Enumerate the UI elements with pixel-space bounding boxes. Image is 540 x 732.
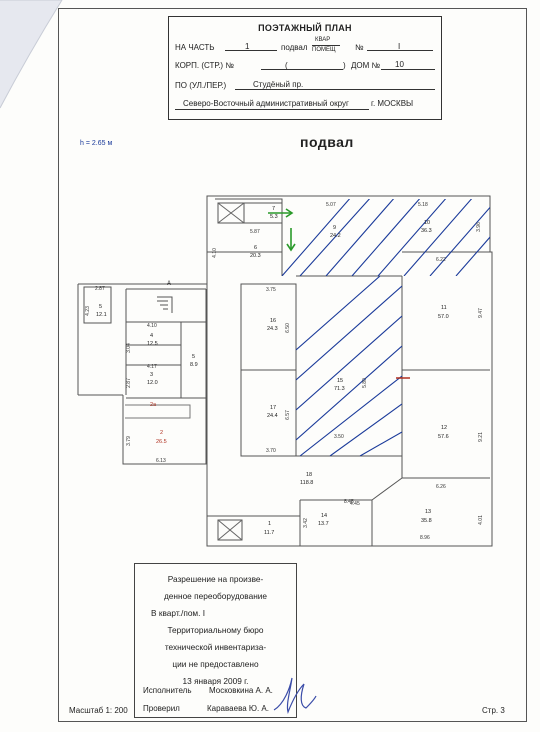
stamp-line: денное переоборудование <box>163 591 268 601</box>
room-area: 5.3 <box>270 214 278 220</box>
room-number: 14 <box>321 513 328 519</box>
room-number: 2 <box>160 430 164 436</box>
room-number: 6 <box>254 245 258 251</box>
stamp-line: технической инвентариза- <box>164 642 267 652</box>
dimension: 8.45 <box>344 499 354 505</box>
dimension: 4.23 <box>84 306 91 316</box>
korp-open: ( <box>285 61 288 70</box>
room-area: 12.1 <box>96 312 107 318</box>
room-area: 20.3 <box>250 253 261 259</box>
room-number: 4 <box>150 333 154 339</box>
dimension: 5.87 <box>250 229 260 235</box>
room-area: 13.7 <box>318 521 329 527</box>
room-area: 12.0 <box>147 380 158 386</box>
room-area: 11.7 <box>264 530 275 536</box>
room-number: 5 <box>192 354 196 360</box>
room-area: 8.9 <box>190 362 198 368</box>
dimension: 6.26 <box>436 484 446 490</box>
stamp-line: В кварт./пом. I <box>151 608 206 618</box>
room-number: 5 <box>99 304 103 310</box>
dimension: 4.45 <box>350 501 360 507</box>
room-number: 18 <box>306 472 313 478</box>
num-sign: № <box>355 43 364 52</box>
dimension: 4.10 <box>147 323 157 329</box>
checker-name: Караваева Ю. А. <box>207 704 269 713</box>
room-number: 3 <box>150 372 154 378</box>
dimension: 9.21 <box>477 432 484 442</box>
city: г. МОСКВЫ <box>371 99 414 108</box>
room-number: 16 <box>270 318 277 324</box>
dimension: 5.80 <box>361 378 368 388</box>
dimension: 3.75 <box>266 287 276 293</box>
room-area: 12.5 <box>147 341 158 347</box>
dimension: 3.42 <box>302 518 309 528</box>
room-area: 24.4 <box>267 413 278 419</box>
room-area: 24.3 <box>267 326 278 332</box>
room-number: 7 <box>272 206 276 212</box>
street-label: ПО (УЛ./ПЕР.) <box>175 81 227 90</box>
room-area: 24.2 <box>330 233 341 239</box>
dimension: 6.50 <box>284 323 291 333</box>
dimension: 3.96 <box>475 222 482 232</box>
part-label: НА ЧАСТЬ <box>175 43 215 52</box>
dom-value: 10 <box>395 60 404 69</box>
district: Северо-Восточный административный округ <box>183 99 349 108</box>
dimension: 3.04 <box>125 343 132 353</box>
room-2a-label: 2а <box>150 402 157 408</box>
dimension: 3.79 <box>125 436 132 446</box>
dimension: 2.87 <box>95 286 105 292</box>
executor-name: Московкина А. А. <box>209 686 273 695</box>
korp-close: ) <box>343 61 346 70</box>
stamp-line: 13 января 2009 г. <box>182 676 249 686</box>
room-area: 71.3 <box>334 386 345 392</box>
room-number: 12 <box>441 425 448 431</box>
room-area: 57.6 <box>438 434 449 440</box>
dimension: 5.07 <box>326 202 336 208</box>
street-value: Студёный пр. <box>253 80 304 89</box>
dimension: 3.70 <box>266 448 276 454</box>
stamp-line: ции не предоставлено <box>172 659 259 669</box>
room-area: 118.8 <box>300 480 314 486</box>
dimension: 3.50 <box>334 434 344 440</box>
dom-label: ДОМ № <box>351 61 381 70</box>
stamp-line: Территориальному бюро <box>167 625 264 635</box>
room-number: 17 <box>270 405 277 411</box>
stair-label: А <box>167 281 172 287</box>
kvar-bottom: ПОМЕЩ <box>312 47 336 53</box>
room-area: 26.5 <box>156 439 167 445</box>
dimension: 9.47 <box>477 308 484 318</box>
korp-label: КОРП. (СТР.) № <box>175 61 234 70</box>
num-value: I <box>398 42 401 51</box>
executor-label: Исполнитель <box>143 686 192 695</box>
dimension: 4.10 <box>211 248 218 258</box>
room-number: 9 <box>333 225 337 231</box>
room-area: 57.0 <box>438 314 449 320</box>
dimension: 6.57 <box>284 410 291 420</box>
scale-label: Масштаб 1: 200 <box>69 706 128 715</box>
room-number: 13 <box>425 509 432 515</box>
room-number: 15 <box>337 378 344 384</box>
height-note: h = 2.65 м <box>80 140 113 147</box>
plan-title: ПОЭТАЖНЫЙ ПЛАН <box>258 23 352 33</box>
part-value: 1 <box>245 42 250 51</box>
dimension: 4.17 <box>147 364 157 370</box>
room-number: 1 <box>268 521 272 527</box>
dimension: 5.18 <box>418 202 428 208</box>
signature <box>270 674 320 718</box>
room-area: 35.8 <box>421 518 432 524</box>
room-area: 36.3 <box>421 228 432 234</box>
page-number: Стр. 3 <box>482 706 505 715</box>
kvar-top: КВАР <box>315 37 331 43</box>
dimension: 6.13 <box>156 458 166 464</box>
room-number: 11 <box>441 305 447 311</box>
checker-label: Проверил <box>143 704 180 713</box>
dimension: 2.87 <box>125 378 132 388</box>
dimension: 8.96 <box>420 535 430 541</box>
room-number: 10 <box>424 220 431 226</box>
part-suffix: подвал <box>281 43 308 52</box>
floor-title: подвал <box>300 134 354 150</box>
stamp-line: Разрешение на произве- <box>167 574 264 584</box>
dimension: 6.22 <box>436 257 446 263</box>
dimension: 4.01 <box>477 515 484 525</box>
